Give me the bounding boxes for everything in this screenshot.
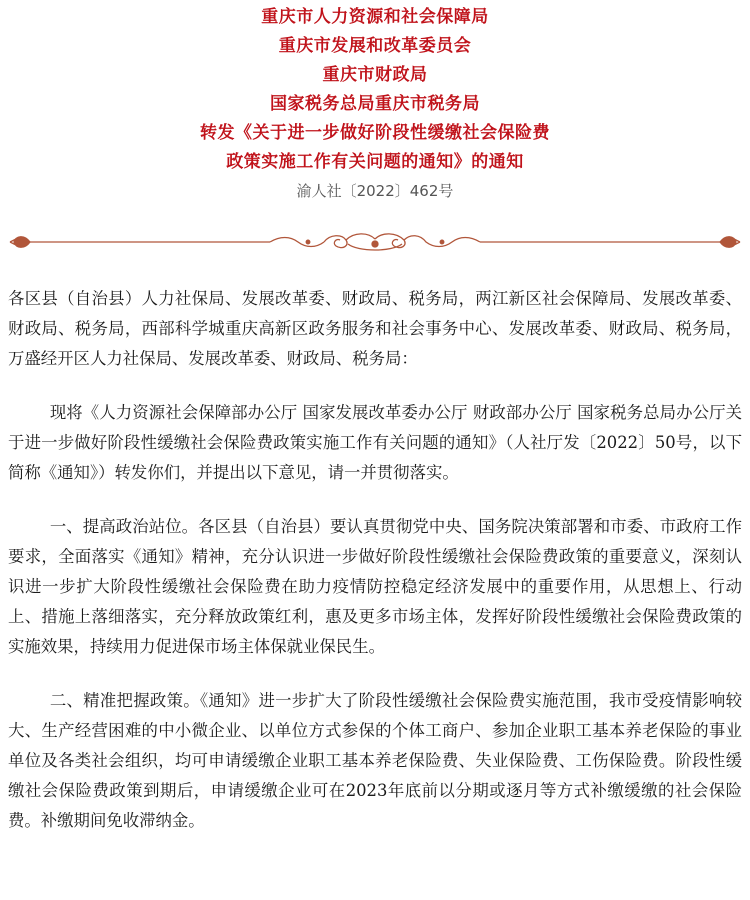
- issuer-line: 重庆市发展和改革委员会: [278, 36, 472, 56]
- issuer-line: 重庆市人力资源和社会保障局: [261, 7, 489, 27]
- document-body: [8, 284, 742, 860]
- paragraph: 一、提高政治站位。各区县（自治县）要认真贯彻党中央、国务院决策部署和市委、市政府工作要求，全面落实《通知》精神，充分认识进一步做好阶段性缓缴社会保险费政策的重要意义，深刻认识进一步扩大阶段性缓缴社会保险费在助力疫情防控稳定经济发展中的重要作用，从思想上、行动上、措施上落细落实，充分释放政策红利，惠及更多市场主体，发挥好阶段性缓缴社会保险费政策的实施效果，持续用力促进保市场主体保就业保民生。: [8, 517, 742, 656]
- paragraph: 二、精准把握政策。《通知》进一步扩大了阶段性缓缴社会保险费实施范围，我市受疫情影响较大、生产经营困难的中小微企业、以单位方式参保的个体工商户、参加企业职工基本养老保险的事业单位及各类社会组织，均可申请缓缴企业职工基本养老保险费、失业保险费、工伤保险费。阶段性缓缴社会保险费政策到期后，申请缓缴企业可在2023年底前以分期或逐月等方式补缴缓缴的社会保险费。补缴期间免收滞纳金。: [8, 691, 742, 830]
- document-title-line: 政策实施工作有关问题的通知》的通知: [226, 152, 524, 172]
- salutation: 各区县（自治县）人力社保局、发展改革委、财政局、税务局，两江新区社会保障局、发展改革委、财政局、税务局，西部科学城重庆高新区政务服务和社会事务中心、发展改革委、财政局、税务局，万盛经开区人力社保局、发展改革委、财政局、税务局：: [8, 289, 742, 368]
- document-number: 渝人社〔2022〕462号: [296, 182, 454, 200]
- issuer-line: 重庆市财政局: [322, 65, 428, 85]
- document-header: [0, 3, 750, 203]
- ornamental-divider-icon: [8, 230, 742, 254]
- document-title-line: 转发《关于进一步做好阶段性缓缴社会保险费: [200, 123, 550, 143]
- paragraph: 现将《人力资源社会保障部办公厅 国家发展改革委办公厅 财政部办公厅 国家税务总局办公厅关于进一步做好阶段性缓缴社会保险费政策实施工作有关问题的通知》（人社厅发〔2022〕50号，以下简称《通知》）转发你们，并提出以下意见，请一并贯彻落实。: [8, 403, 742, 482]
- issuer-line: 国家税务总局重庆市税务局: [270, 94, 480, 114]
